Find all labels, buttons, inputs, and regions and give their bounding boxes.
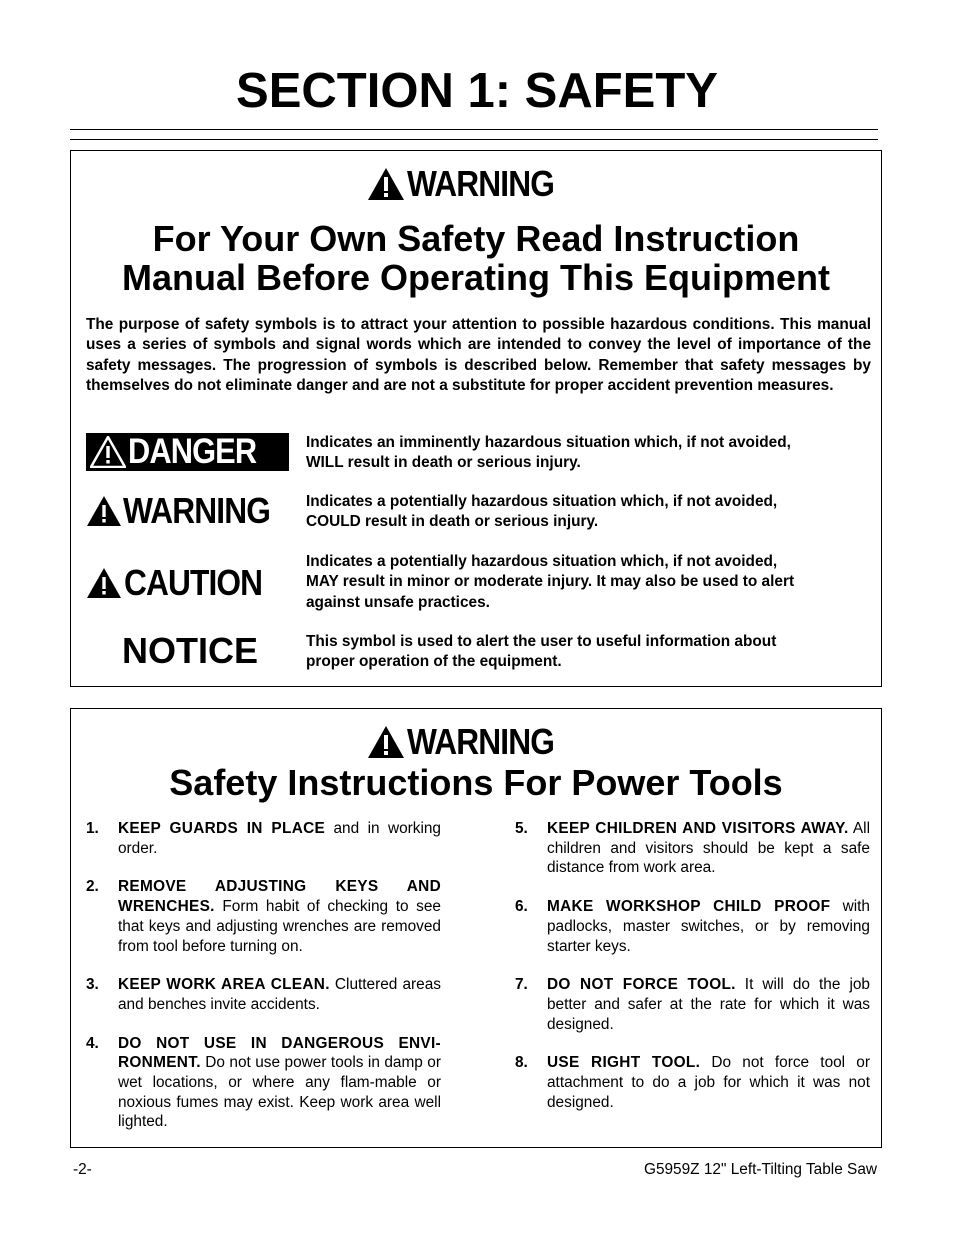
- signal-word-caution: CAUTION: [124, 562, 263, 603]
- list-item: [86, 877, 441, 956]
- symbol-row-notice: [86, 632, 876, 682]
- warning-header: [71, 163, 881, 205]
- header-rule-bottom: [70, 139, 878, 140]
- list-item: [515, 975, 870, 1034]
- notice-badge: [86, 632, 258, 670]
- warning-triangle-icon: [367, 725, 405, 759]
- intro-paragraph: The purpose of safety symbols is to attract your attention to possible hazardous conditions. This manual uses a series of symbols and signal words which are intended to convey the level of importance of the safety messages. The progression of symbols is described below. Remember that safety messages by themselves do not eliminate danger and are not a substitute for proper accident prevention measures.: [86, 316, 871, 394]
- item-lead: KEEP WORK AREA CLEAN.: [118, 976, 330, 994]
- description-line: Indicates a potentially hazardous situation which, if not avoided,: [306, 553, 778, 570]
- item-text: It will do the job better and safer at the rate for which it was designed.: [547, 976, 870, 1033]
- item-number: 5.: [515, 820, 528, 837]
- item-number: 8.: [515, 1054, 528, 1072]
- signal-word-warning: WARNING: [123, 490, 270, 531]
- item-number: 6.: [515, 898, 528, 916]
- item-number: 2.: [86, 878, 99, 896]
- item-text: with padlocks, master switches, or by removing starter keys.: [547, 898, 870, 955]
- header-rule-top: [70, 129, 878, 130]
- description-line: Indicates a potentially hazardous situation which, if not avoided,: [306, 493, 778, 510]
- page-number: -2-: [73, 1161, 92, 1178]
- list-item: [86, 1034, 441, 1133]
- item-lead: MAKE WORKSHOP CHILD PROOF: [547, 898, 831, 916]
- item-text: All children and visitors should be kept a safe distance from work area.: [547, 820, 870, 877]
- danger-badge: [86, 433, 289, 471]
- item-number: 4.: [86, 1034, 99, 1052]
- list-item: [86, 819, 441, 858]
- safety-symbols-box: [70, 150, 882, 687]
- warning-header: [71, 721, 881, 763]
- description-line: MAY result in minor or moderate injury. It may also be used to alert: [306, 573, 795, 591]
- symbol-row-caution: [86, 552, 876, 616]
- signal-word-danger: DANGER: [128, 432, 257, 471]
- warning-triangle-icon: [367, 167, 405, 201]
- item-lead: DO NOT FORCE TOOL.: [547, 976, 736, 994]
- item-number: 7.: [515, 976, 528, 994]
- signal-word-warning: WARNING: [407, 163, 554, 204]
- box1-title: [71, 219, 881, 297]
- item-text: Do not force tool or attachment to do a job for which it was not designed.: [547, 1054, 870, 1111]
- list-item: [515, 819, 870, 878]
- box1-title-line2: Manual Before Operating This Equipment: [121, 257, 831, 298]
- description-line: proper operation of the equipment.: [306, 653, 562, 671]
- instructions-column-left: [86, 819, 441, 1151]
- item-text: and in working order.: [118, 820, 441, 857]
- symbol-description-notice: [306, 632, 876, 673]
- item-number: 1.: [86, 820, 99, 837]
- description-line: WILL result in death or serious injury.: [306, 454, 581, 472]
- symbol-description-danger: [306, 433, 876, 474]
- item-lead: DO NOT USE IN DANGEROUS ENVI-RONMENT.: [118, 1034, 441, 1072]
- warning-badge: [86, 492, 290, 530]
- description-line: COULD result in death or serious injury.: [306, 513, 599, 531]
- box1-title-line1: For Your Own Safety Read Instruction: [152, 218, 800, 259]
- list-item: [515, 897, 870, 956]
- power-tool-safety-box: [70, 708, 882, 1148]
- symbol-row-warning: [86, 492, 876, 542]
- symbol-row-danger: [86, 433, 876, 483]
- item-text: Do not use power tools in damp or wet locations, or where any flam-mable or noxious fumes may exist. Keep work area well lighted.: [118, 1054, 441, 1131]
- footer-model: G5959Z 12" Left-Tilting Table Saw: [643, 1161, 877, 1178]
- item-lead: REMOVE ADJUSTING KEYS AND WRENCHES.: [118, 878, 441, 916]
- caution-badge: [86, 564, 281, 602]
- item-text: Cluttered areas and benches invite accidents.: [118, 976, 441, 1013]
- item-lead: KEEP GUARDS IN PLACE: [118, 820, 326, 837]
- box2-title: Safety Instructions For Power Tools: [169, 762, 783, 803]
- section-title: SECTION 1: SAFETY: [236, 64, 718, 118]
- signal-word-notice: NOTICE: [122, 630, 259, 671]
- description-line: Indicates an imminently hazardous situation which, if not avoided,: [306, 434, 791, 451]
- item-lead: USE RIGHT TOOL.: [547, 1054, 701, 1072]
- description-line: against unsafe practices.: [306, 593, 490, 611]
- list-item: [515, 1053, 870, 1112]
- list-item: [86, 975, 441, 1014]
- signal-word-warning: WARNING: [407, 721, 554, 762]
- item-number: 3.: [86, 976, 99, 994]
- warning-triangle-icon: [86, 495, 122, 527]
- warning-triangle-icon: [86, 567, 122, 599]
- symbol-description-warning: [306, 492, 876, 533]
- description-line: This symbol is used to alert the user to useful information about: [306, 633, 777, 650]
- item-text: Form habit of checking to see that keys and adjusting wrenches are removed from tool before turning on.: [118, 898, 441, 955]
- item-lead: KEEP CHILDREN AND VISITORS AWAY.: [547, 820, 849, 837]
- instructions-column-right: [515, 819, 870, 1131]
- symbol-description-caution: [306, 552, 876, 613]
- warning-triangle-icon: [90, 436, 126, 468]
